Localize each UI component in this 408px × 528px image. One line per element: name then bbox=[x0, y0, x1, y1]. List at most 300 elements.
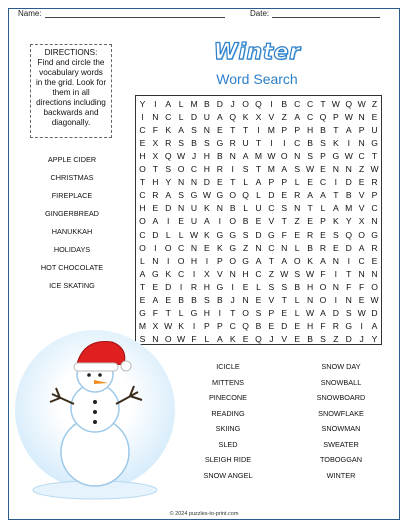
grid-letter[interactable]: L bbox=[165, 229, 171, 240]
grid-letter[interactable]: C bbox=[165, 112, 172, 123]
grid-letter[interactable]: F bbox=[359, 281, 365, 292]
grid-letter[interactable]: H bbox=[190, 255, 198, 266]
grid-letter[interactable]: N bbox=[152, 333, 159, 344]
grid-letter[interactable]: D bbox=[332, 307, 339, 318]
grid-letter[interactable]: O bbox=[280, 151, 288, 162]
grid-letter[interactable]: T bbox=[268, 255, 274, 266]
grid-letter[interactable]: E bbox=[320, 164, 326, 175]
grid-letter[interactable]: F bbox=[320, 320, 326, 331]
grid-letter[interactable]: T bbox=[230, 307, 236, 318]
grid-letter[interactable]: P bbox=[268, 177, 275, 188]
grid-letter[interactable]: N bbox=[306, 294, 314, 305]
grid-letter[interactable]: N bbox=[152, 112, 159, 123]
grid-letter[interactable]: Z bbox=[281, 112, 287, 123]
grid-letter[interactable]: W bbox=[331, 99, 340, 109]
grid-letter[interactable]: G bbox=[216, 138, 224, 149]
grid-letter[interactable]: K bbox=[332, 138, 339, 149]
grid-letter[interactable]: A bbox=[281, 255, 288, 266]
grid-letter[interactable]: W bbox=[357, 99, 366, 109]
grid-letter[interactable]: O bbox=[293, 255, 301, 266]
grid-letter[interactable]: N bbox=[358, 268, 365, 279]
grid-letter[interactable]: L bbox=[243, 177, 248, 188]
grid-letter[interactable]: P bbox=[358, 125, 365, 136]
grid-letter[interactable]: U bbox=[190, 203, 198, 214]
grid-letter[interactable]: I bbox=[270, 138, 273, 149]
grid-letter[interactable]: W bbox=[189, 229, 199, 240]
grid-letter[interactable]: N bbox=[190, 242, 198, 253]
grid-letter[interactable]: R bbox=[371, 177, 378, 188]
grid-letter[interactable]: C bbox=[268, 203, 275, 214]
grid-letter[interactable]: C bbox=[139, 229, 146, 240]
grid-letter[interactable]: Y bbox=[345, 216, 352, 227]
grid-letter[interactable]: R bbox=[165, 138, 172, 149]
grid-letter[interactable]: C bbox=[178, 242, 185, 253]
grid-letter[interactable]: V bbox=[268, 294, 275, 305]
grid-letter[interactable]: H bbox=[203, 151, 211, 162]
grid-letter[interactable]: O bbox=[229, 216, 237, 227]
grid-letter[interactable]: A bbox=[152, 294, 159, 305]
grid-letter[interactable]: T bbox=[230, 177, 236, 188]
grid-letter[interactable]: V bbox=[281, 333, 288, 344]
grid-letter[interactable]: C bbox=[190, 164, 198, 175]
grid-letter[interactable]: E bbox=[294, 229, 301, 240]
grid-letter[interactable]: T bbox=[281, 294, 287, 305]
grid-letter[interactable]: S bbox=[281, 281, 288, 292]
grid-letter[interactable]: H bbox=[139, 203, 146, 214]
grid-letter[interactable]: C bbox=[139, 190, 146, 201]
grid-letter[interactable]: T bbox=[320, 99, 326, 109]
grid-letter[interactable]: A bbox=[320, 190, 326, 201]
grid-letter[interactable]: S bbox=[165, 164, 172, 175]
grid-letter[interactable]: H bbox=[152, 177, 159, 188]
grid-letter[interactable]: D bbox=[255, 229, 262, 240]
grid-letter[interactable]: C bbox=[319, 177, 327, 188]
grid-letter[interactable]: J bbox=[269, 333, 274, 344]
grid-letter[interactable]: A bbox=[294, 112, 301, 123]
grid-letter[interactable]: A bbox=[178, 125, 184, 136]
grid-letter[interactable]: G bbox=[345, 320, 353, 331]
grid-letter[interactable]: S bbox=[320, 138, 326, 149]
grid-letter[interactable]: E bbox=[281, 307, 288, 318]
word-search-grid[interactable] bbox=[135, 95, 382, 345]
grid-letter[interactable]: Z bbox=[371, 99, 378, 109]
grid-letter[interactable]: N bbox=[294, 203, 301, 214]
grid-letter[interactable]: H bbox=[139, 151, 146, 162]
grid-letter[interactable]: P bbox=[216, 255, 223, 266]
grid-letter[interactable]: O bbox=[319, 281, 327, 292]
grid-letter[interactable]: G bbox=[151, 268, 159, 279]
grid-letter[interactable]: A bbox=[255, 177, 262, 188]
grid-letter[interactable]: P bbox=[294, 125, 301, 136]
grid-letter[interactable]: B bbox=[307, 242, 313, 253]
grid-letter[interactable]: O bbox=[371, 281, 378, 292]
grid-letter[interactable]: V bbox=[268, 216, 275, 227]
grid-letter[interactable]: A bbox=[165, 190, 172, 201]
grid-letter[interactable]: U bbox=[371, 125, 378, 136]
grid-letter[interactable]: W bbox=[370, 164, 379, 175]
grid-letter[interactable]: F bbox=[320, 268, 326, 279]
grid-letter[interactable]: I bbox=[334, 294, 338, 305]
grid-letter[interactable]: B bbox=[229, 203, 236, 214]
grid-letter[interactable]: S bbox=[307, 151, 313, 162]
grid-letter[interactable]: N bbox=[242, 294, 249, 305]
grid-letter[interactable]: S bbox=[294, 164, 301, 175]
grid-letter[interactable]: B bbox=[191, 294, 197, 305]
grid-letter[interactable]: W bbox=[306, 307, 315, 318]
grid-letter[interactable]: B bbox=[204, 99, 210, 109]
grid-letter[interactable]: Q bbox=[229, 112, 237, 123]
grid-letter[interactable]: O bbox=[139, 216, 146, 227]
grid-letter[interactable]: G bbox=[216, 190, 224, 201]
grid-letter[interactable]: U bbox=[242, 138, 249, 149]
grid-letter[interactable]: W bbox=[202, 190, 211, 201]
grid-letter[interactable]: H bbox=[242, 268, 249, 279]
grid-letter[interactable]: I bbox=[231, 281, 234, 292]
grid-letter[interactable]: R bbox=[332, 320, 339, 331]
grid-letter[interactable]: N bbox=[358, 138, 365, 149]
grid-letter[interactable]: S bbox=[268, 281, 275, 292]
grid-letter[interactable]: C bbox=[371, 203, 378, 214]
grid-letter[interactable]: N bbox=[178, 203, 185, 214]
grid-letter[interactable]: H bbox=[203, 164, 211, 175]
grid-letter[interactable]: D bbox=[216, 99, 223, 109]
grid-letter[interactable]: Q bbox=[242, 320, 249, 331]
grid-letter[interactable]: M bbox=[138, 320, 147, 331]
grid-letter[interactable]: J bbox=[359, 333, 364, 344]
grid-letter[interactable]: E bbox=[255, 216, 262, 227]
grid-letter[interactable]: K bbox=[216, 242, 223, 253]
grid-letter[interactable]: D bbox=[203, 177, 211, 188]
grid-letter[interactable]: H bbox=[203, 307, 211, 318]
grid-letter[interactable]: E bbox=[165, 294, 172, 305]
grid-letter[interactable]: T bbox=[242, 125, 249, 136]
grid-letter[interactable]: S bbox=[255, 307, 262, 318]
grid-letter[interactable]: K bbox=[242, 112, 249, 123]
grid-letter[interactable]: L bbox=[294, 242, 300, 253]
grid-letter[interactable]: N bbox=[178, 177, 185, 188]
grid-letter[interactable]: T bbox=[333, 125, 339, 136]
grid-letter[interactable]: Y bbox=[139, 99, 146, 109]
grid-letter[interactable]: T bbox=[281, 216, 287, 227]
grid-letter[interactable]: D bbox=[190, 112, 198, 123]
grid-letter[interactable]: A bbox=[204, 216, 210, 227]
grid-letter[interactable]: T bbox=[230, 125, 236, 136]
grid-letter[interactable]: E bbox=[294, 320, 301, 331]
grid-letter[interactable]: D bbox=[345, 177, 352, 188]
grid-letter[interactable]: O bbox=[139, 164, 146, 175]
grid-letter[interactable]: C bbox=[306, 112, 314, 123]
grid-letter[interactable]: E bbox=[139, 294, 146, 305]
grid-letter[interactable]: N bbox=[332, 281, 339, 292]
grid-letter[interactable]: E bbox=[152, 281, 159, 292]
grid-letter[interactable]: E bbox=[371, 112, 378, 123]
grid-letter[interactable]: K bbox=[229, 333, 236, 344]
grid-letter[interactable]: O bbox=[229, 255, 237, 266]
grid-letter[interactable]: N bbox=[281, 242, 288, 253]
grid-letter[interactable]: A bbox=[320, 307, 326, 318]
grid-letter[interactable]: W bbox=[357, 307, 366, 318]
grid-letter[interactable]: I bbox=[167, 216, 170, 227]
grid-letter[interactable]: B bbox=[320, 125, 326, 136]
grid-letter[interactable]: Y bbox=[165, 177, 172, 188]
grid-letter[interactable]: I bbox=[347, 255, 350, 266]
grid-letter[interactable]: R bbox=[216, 164, 223, 175]
grid-letter[interactable]: I bbox=[283, 138, 286, 149]
grid-letter[interactable]: A bbox=[332, 203, 339, 214]
grid-letter[interactable]: T bbox=[152, 164, 158, 175]
grid-letter[interactable]: S bbox=[204, 138, 210, 149]
grid-letter[interactable]: G bbox=[139, 307, 146, 318]
grid-letter[interactable]: T bbox=[139, 281, 146, 292]
grid-letter[interactable]: T bbox=[165, 307, 171, 318]
grid-letter[interactable]: M bbox=[190, 99, 198, 109]
grid-letter[interactable]: S bbox=[345, 307, 352, 318]
grid-letter[interactable]: S bbox=[281, 203, 288, 214]
grid-letter[interactable]: S bbox=[178, 190, 184, 201]
grid-letter[interactable]: H bbox=[306, 320, 314, 331]
grid-letter[interactable]: L bbox=[320, 203, 326, 214]
grid-letter[interactable]: D bbox=[152, 229, 159, 240]
grid-letter[interactable]: T bbox=[255, 138, 262, 149]
grid-letter[interactable]: K bbox=[332, 216, 339, 227]
grid-letter[interactable]: Z bbox=[359, 164, 365, 175]
grid-letter[interactable]: S bbox=[191, 125, 197, 136]
grid-letter[interactable]: K bbox=[178, 320, 184, 331]
grid-letter[interactable]: U bbox=[203, 112, 211, 123]
grid-letter[interactable]: E bbox=[242, 281, 249, 292]
grid-letter[interactable]: I bbox=[192, 268, 196, 279]
grid-letter[interactable]: O bbox=[319, 294, 327, 305]
grid-letter[interactable]: N bbox=[358, 112, 365, 123]
grid-letter[interactable]: L bbox=[294, 177, 300, 188]
grid-letter[interactable]: I bbox=[218, 307, 221, 318]
grid-letter[interactable]: R bbox=[152, 190, 159, 201]
grid-letter[interactable]: E bbox=[371, 255, 378, 266]
grid-letter[interactable]: S bbox=[294, 268, 301, 279]
grid-letter[interactable]: I bbox=[205, 255, 209, 266]
grid-letter[interactable]: L bbox=[178, 307, 184, 318]
grid-letter[interactable]: S bbox=[139, 333, 146, 344]
grid-letter[interactable]: L bbox=[256, 190, 261, 201]
grid-letter[interactable]: K bbox=[165, 125, 172, 136]
grid-letter[interactable]: T bbox=[371, 151, 378, 162]
grid-letter[interactable]: B bbox=[242, 216, 249, 227]
grid-letter[interactable]: W bbox=[344, 151, 353, 162]
grid-letter[interactable]: X bbox=[204, 268, 210, 279]
grid-letter[interactable]: K bbox=[307, 255, 313, 266]
grid-letter[interactable]: V bbox=[268, 112, 275, 123]
grid-letter[interactable]: I bbox=[347, 138, 350, 149]
grid-letter[interactable]: F bbox=[346, 281, 352, 292]
grid-letter[interactable]: J bbox=[191, 151, 197, 162]
grid-letter[interactable]: N bbox=[216, 203, 223, 214]
grid-letter[interactable]: O bbox=[229, 190, 237, 201]
grid-letter[interactable]: A bbox=[152, 216, 159, 227]
grid-letter[interactable]: T bbox=[307, 203, 313, 214]
grid-letter[interactable]: W bbox=[306, 268, 315, 279]
grid-letter[interactable]: E bbox=[307, 177, 313, 188]
grid-letter[interactable]: D bbox=[281, 320, 288, 331]
grid-letter[interactable]: E bbox=[307, 216, 313, 227]
grid-letter[interactable]: I bbox=[154, 242, 157, 253]
grid-letter[interactable]: E bbox=[358, 294, 365, 305]
grid-letter[interactable]: C bbox=[255, 268, 262, 279]
grid-letter[interactable]: A bbox=[216, 333, 223, 344]
grid-letter[interactable]: Z bbox=[268, 268, 274, 279]
grid-letter[interactable]: I bbox=[270, 99, 273, 109]
grid-letter[interactable]: Q bbox=[255, 99, 262, 109]
grid-letter[interactable]: N bbox=[332, 164, 339, 175]
grid-letter[interactable]: R bbox=[190, 281, 198, 292]
grid-letter[interactable]: P bbox=[281, 177, 288, 188]
grid-letter[interactable]: U bbox=[190, 216, 198, 227]
grid-letter[interactable]: R bbox=[306, 229, 314, 240]
grid-letter[interactable]: L bbox=[204, 333, 210, 344]
grid-letter[interactable]: X bbox=[152, 151, 159, 162]
grid-letter[interactable]: R bbox=[229, 138, 236, 149]
grid-letter[interactable]: A bbox=[242, 151, 249, 162]
grid-letter[interactable]: P bbox=[332, 112, 339, 123]
grid-letter[interactable]: R bbox=[319, 242, 327, 253]
grid-letter[interactable]: S bbox=[320, 333, 326, 344]
grid-letter[interactable]: S bbox=[332, 229, 339, 240]
grid-letter[interactable]: Q bbox=[164, 151, 172, 162]
grid-letter[interactable]: Y bbox=[371, 333, 378, 344]
grid-letter[interactable]: I bbox=[334, 268, 338, 279]
grid-letter[interactable]: P bbox=[320, 216, 326, 227]
grid-letter[interactable]: G bbox=[190, 190, 198, 201]
grid-letter[interactable]: S bbox=[204, 294, 210, 305]
grid-letter[interactable]: W bbox=[267, 151, 276, 162]
grid-letter[interactable]: G bbox=[371, 229, 378, 240]
grid-letter[interactable]: W bbox=[164, 320, 173, 331]
grid-letter[interactable]: A bbox=[216, 112, 223, 123]
grid-letter[interactable]: I bbox=[154, 99, 157, 109]
grid-letter[interactable]: Z bbox=[333, 333, 339, 344]
grid-letter[interactable]: B bbox=[216, 294, 223, 305]
grid-letter[interactable]: C bbox=[358, 151, 365, 162]
grid-letter[interactable]: E bbox=[242, 333, 249, 344]
grid-letter[interactable]: O bbox=[177, 164, 185, 175]
grid-letter[interactable]: B bbox=[307, 138, 313, 149]
grid-letter[interactable]: E bbox=[281, 190, 288, 201]
grid-letter[interactable]: T bbox=[333, 190, 339, 201]
grid-letter[interactable]: G bbox=[229, 242, 237, 253]
grid-letter[interactable]: N bbox=[345, 294, 352, 305]
grid-letter[interactable]: M bbox=[345, 203, 353, 214]
grid-letter[interactable]: C bbox=[178, 268, 185, 279]
grid-letter[interactable]: J bbox=[230, 294, 235, 305]
grid-letter[interactable]: S bbox=[242, 229, 249, 240]
grid-letter[interactable]: S bbox=[242, 164, 249, 175]
grid-letter[interactable]: C bbox=[268, 242, 275, 253]
grid-letter[interactable]: W bbox=[177, 333, 186, 344]
grid-letter[interactable]: G bbox=[216, 281, 224, 292]
grid-letter[interactable]: L bbox=[294, 307, 300, 318]
grid-letter[interactable]: Z bbox=[294, 216, 300, 227]
grid-letter[interactable]: E bbox=[255, 294, 262, 305]
grid-letter[interactable]: A bbox=[345, 125, 352, 136]
grid-letter[interactable]: A bbox=[139, 268, 146, 279]
grid-letter[interactable]: C bbox=[229, 320, 236, 331]
grid-letter[interactable]: O bbox=[164, 333, 172, 344]
grid-letter[interactable]: T bbox=[346, 268, 352, 279]
grid-letter[interactable]: A bbox=[358, 242, 365, 253]
grid-letter[interactable]: K bbox=[204, 229, 210, 240]
grid-letter[interactable]: X bbox=[358, 216, 365, 227]
grid-letter[interactable]: B bbox=[345, 190, 352, 201]
grid-letter[interactable]: L bbox=[140, 255, 145, 266]
grid-letter[interactable]: Q bbox=[242, 190, 249, 201]
grid-letter[interactable]: P bbox=[204, 320, 210, 331]
grid-letter[interactable]: I bbox=[192, 320, 196, 331]
grid-letter[interactable]: E bbox=[294, 333, 301, 344]
grid-letter[interactable]: R bbox=[371, 242, 378, 253]
grid-letter[interactable]: I bbox=[257, 125, 260, 136]
grid-letter[interactable]: G bbox=[242, 255, 249, 266]
grid-letter[interactable]: P bbox=[371, 190, 378, 201]
grid-letter[interactable]: N bbox=[371, 268, 378, 279]
grid-letter[interactable]: Q bbox=[345, 229, 353, 240]
grid-letter[interactable]: O bbox=[164, 242, 172, 253]
grid-letter[interactable]: W bbox=[344, 112, 353, 123]
grid-letter[interactable]: N bbox=[332, 255, 339, 266]
grid-letter[interactable]: M bbox=[267, 164, 275, 175]
grid-letter[interactable]: F bbox=[152, 125, 158, 136]
grid-letter[interactable]: I bbox=[360, 320, 363, 331]
grid-letter[interactable]: D bbox=[268, 190, 275, 201]
grid-letter[interactable]: G bbox=[371, 138, 378, 149]
grid-letter[interactable]: A bbox=[307, 190, 313, 201]
grid-letter[interactable]: T bbox=[255, 164, 262, 175]
date-field[interactable] bbox=[250, 9, 380, 18]
grid-letter[interactable]: O bbox=[139, 242, 146, 253]
grid-letter[interactable]: X bbox=[255, 112, 262, 123]
grid-letter[interactable]: E bbox=[358, 177, 365, 188]
grid-letter[interactable]: N bbox=[203, 125, 211, 136]
grid-letter[interactable]: L bbox=[178, 229, 184, 240]
grid-letter[interactable]: A bbox=[165, 99, 172, 109]
grid-letter[interactable]: I bbox=[179, 281, 183, 292]
grid-letter[interactable]: I bbox=[141, 112, 144, 123]
grid-letter[interactable]: E bbox=[268, 320, 275, 331]
grid-letter[interactable]: H bbox=[203, 281, 211, 292]
grid-letter[interactable]: B bbox=[255, 320, 262, 331]
grid-letter[interactable]: O bbox=[242, 99, 249, 109]
grid-letter[interactable]: E bbox=[178, 216, 184, 227]
grid-letter[interactable]: P bbox=[320, 151, 326, 162]
grid-letter[interactable]: N bbox=[229, 151, 236, 162]
grid-letter[interactable]: X bbox=[152, 320, 159, 331]
grid-letter[interactable]: L bbox=[178, 99, 184, 109]
grid-letter[interactable]: A bbox=[320, 255, 326, 266]
grid-letter[interactable]: G bbox=[190, 307, 198, 318]
grid-letter[interactable]: C bbox=[139, 125, 146, 136]
grid-letter[interactable]: D bbox=[345, 333, 352, 344]
grid-letter[interactable]: L bbox=[243, 203, 248, 214]
grid-letter[interactable]: I bbox=[231, 164, 234, 175]
grid-letter[interactable]: M bbox=[267, 125, 275, 136]
grid-letter[interactable]: E bbox=[332, 242, 339, 253]
grid-letter[interactable]: O bbox=[242, 307, 249, 318]
grid-letter[interactable]: B bbox=[178, 294, 184, 305]
grid-letter[interactable]: M bbox=[254, 151, 263, 162]
grid-letter[interactable]: P bbox=[268, 307, 275, 318]
grid-letter[interactable]: R bbox=[294, 190, 301, 201]
grid-letter[interactable]: H bbox=[306, 281, 314, 292]
grid-letter[interactable]: N bbox=[371, 216, 378, 227]
grid-letter[interactable]: Z bbox=[242, 242, 249, 253]
